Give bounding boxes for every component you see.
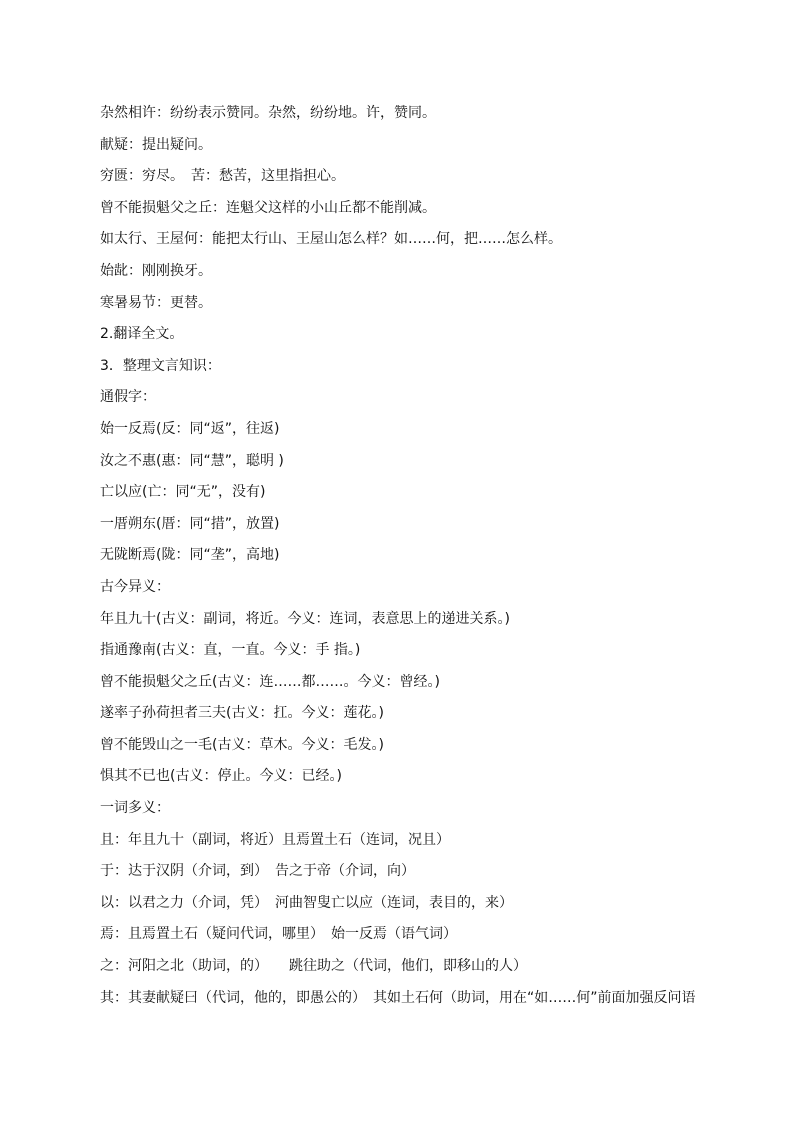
- note-zaran-xiangxu: 杂然相许：纷纷表示赞同。杂然，纷纷地。许，赞同。: [100, 105, 436, 121]
- gujin-item: 曾不能毁山之一毛(古义：草木。今义：毛发。): [100, 736, 384, 753]
- duoyi-item: 于：达于汉阴（介词，到） 告之于帝（介词，向）: [100, 863, 415, 880]
- tongjia-item: 始一反焉(反：同“返”，往返): [100, 420, 280, 437]
- gujin-item: 指通豫南(古义：直，一直。今义：手 指。): [100, 642, 361, 659]
- tongjia-item: 汝之不惠(惠：同“慧”，聪明 ): [100, 452, 284, 469]
- document-body: [100, 98, 740, 1014]
- heading-gujin-yiyi: 古今异义：: [100, 578, 170, 595]
- heading-yici-duoyi: 一词多义：: [100, 800, 170, 817]
- duoyi-item: 之：河阳之北（助词，的） 跳往助之（代词，他们，即移山的人）: [100, 958, 527, 975]
- duoyi-item: 焉：且焉置土石（疑问代词，哪里） 始一反焉（语气词）: [100, 926, 457, 943]
- note-shichen: 始龀：刚刚换牙。: [100, 262, 212, 279]
- note-zeng-buneng-sun: 曾不能损魁父之丘：连魁父这样的小山丘都不能削减。: [100, 199, 436, 216]
- duoyi-item: 以：以君之力（介词，凭） 河曲智叟亡以应（连词，表目的，来）: [100, 894, 513, 911]
- note-ru-taihang: 如太行、王屋何：能把太行山、王屋山怎么样？如……何，把……怎么样。: [100, 231, 562, 248]
- gujin-item: 惧其不已也(古义：停止。今义：已经。): [100, 768, 342, 785]
- gujin-item: 遂率子孙荷担者三夫(古义：扛。今义：莲花。): [100, 705, 384, 722]
- gujin-item: 曾不能损魁父之丘(古义：连……都……。今义：曾经。): [100, 673, 440, 690]
- tongjia-item: 亡以应(亡：同“无”，没有): [100, 484, 266, 501]
- duoyi-item: 其：其妻献疑曰（代词，他的，即愚公的） 其如土石何（助词，用在“如……何”前面加强反问语: [100, 989, 696, 1006]
- note-xianyi: 献疑：提出疑问。: [100, 136, 212, 153]
- section-knowledge: 3．整理文言知识：: [100, 357, 221, 374]
- tongjia-item: 无陇断焉(陇：同“垄”，高地): [100, 547, 280, 564]
- note-qiongkui: 穷匮：穷尽。 苦：愁苦，这里指担心。: [100, 168, 345, 185]
- heading-tongjiazi: 通假字：: [100, 389, 156, 406]
- tongjia-item: 一厝朔东(厝：同“措”，放置): [100, 515, 280, 532]
- note-hanshu-yijie: 寒暑易节：更替。: [100, 294, 212, 311]
- duoyi-item: 且：年且九十（副词，将近）且焉置土石（连词，况且）: [100, 831, 450, 848]
- section-translate: 2.翻译全文。: [100, 326, 184, 343]
- gujin-item: 年且九十(古义：副词，将近。今义：连词，表意思上的递进关系。): [100, 610, 510, 627]
